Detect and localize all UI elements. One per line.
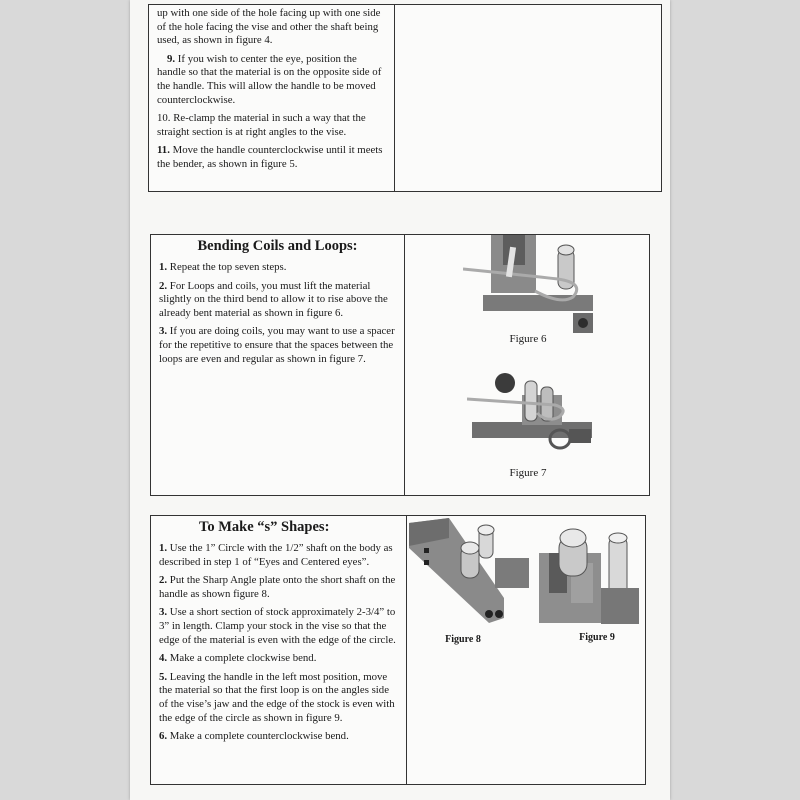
coils-step-1: 1. Repeat the top seven steps. <box>159 261 287 273</box>
eyes-figure-column-empty <box>395 5 661 191</box>
figure-8-illustration <box>409 518 531 628</box>
figure-7-illustration <box>467 367 607 462</box>
s-step-4: 4. Make a complete clockwise bend. <box>159 652 317 665</box>
s-shapes-title: To Make “s” Shapes: <box>199 519 330 535</box>
s-step-6: 6. Make a complete counterclockwise bend. <box>159 730 349 743</box>
figure-7-caption: Figure 7 <box>509 467 547 479</box>
s-step-1: 1. Use the 1” Circle with the 1/2” shaft on the body as described in step 1 of “Eyes and Centered eyes”. <box>159 542 393 568</box>
coils-step-3: 3. If you are doing coils, you may want to use a spacer for the repetitive to ensure that the spaces between the loops are even and regular as shown in figure 7. <box>159 325 395 365</box>
manual-page <box>130 0 670 800</box>
eyes-step-8-tail: up with one side of the hole facing up with one side of the hole facing the vise and other the shaft being used, as shown in figure 4. <box>157 7 381 47</box>
figure-9-caption: Figure 9 <box>579 632 615 643</box>
eyes-step-10: 10. Re-clamp the material in such a way that the straight section is at right angles to the vise. <box>157 112 366 138</box>
figure-9-illustration <box>539 518 639 628</box>
eyes-step-11: 11. Move the handle counterclockwise until it meets the bender, as shown in figure 5. <box>157 144 383 170</box>
eyes-continuation-box <box>148 4 662 192</box>
s-step-2: 2. Put the Sharp Angle plate onto the short shaft on the handle as shown figure 8. <box>159 574 396 600</box>
s-step-5: 5. Leaving the handle in the left most position, move the material so that the first loop is on the angles side of the vise’s jaw and the edge of the stock is even with the edge of the circle as shown in figure 9. <box>159 670 395 724</box>
figure-6-illustration <box>463 235 603 335</box>
s-shapes-steps-column <box>151 516 407 784</box>
coils-step-2: 2. For Loops and coils, you must lift the material slightly on the third bend to allow it to rise above the already bent material as shown in figure 6. <box>159 279 388 319</box>
eyes-steps-column <box>149 5 395 191</box>
figure-6-caption: Figure 6 <box>509 333 547 345</box>
coils-loops-title: Bending Coils and Loops: <box>197 238 358 254</box>
s-shapes-figure-column <box>407 516 645 784</box>
eyes-step-9: 9. If you wish to center the eye, position the handle so that the material is on the opposite side of the handle. This will allow the handle to be moved counterclockwise. <box>157 52 382 106</box>
s-shapes-box <box>150 515 646 785</box>
coils-loops-box <box>150 234 650 496</box>
figure-8-caption: Figure 8 <box>445 634 481 645</box>
coils-figure-column <box>405 235 649 495</box>
s-step-3: 3. Use a short section of stock approximately 2-3/4” to 3” in length. Clamp your stock in the vise so that the edge of the material is even with the edge of the circle. <box>159 606 396 646</box>
coils-steps-column <box>151 235 405 495</box>
